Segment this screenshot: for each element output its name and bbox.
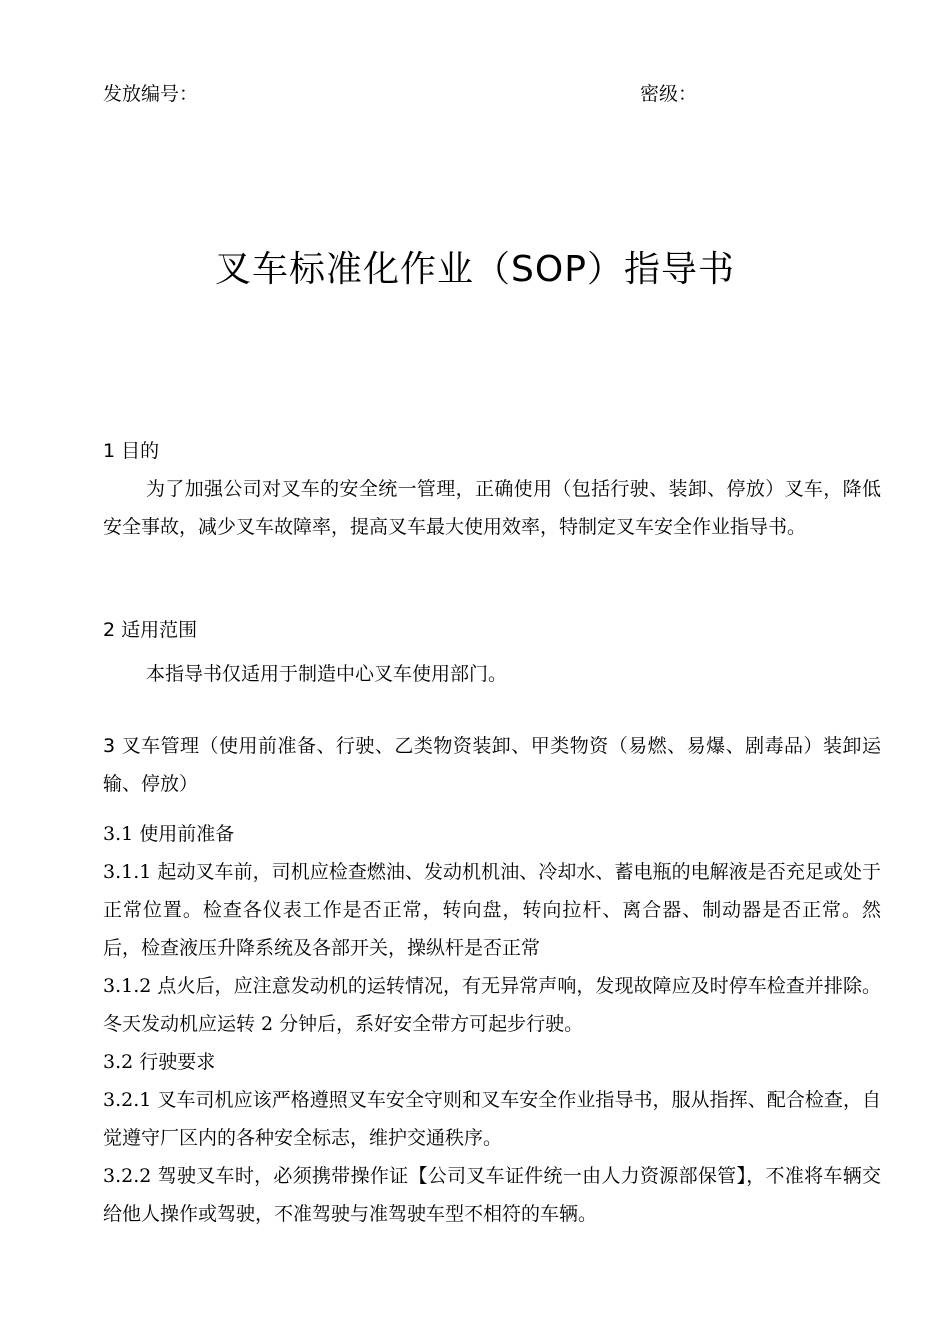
section-heading: 1 目的: [103, 440, 160, 462]
section-paragraph: 为了加强公司对叉车的安全统一管理，正确使用（包括行驶、装卸、停放）叉车，降低安全事故，减少叉车故障率，提高叉车最大使用效率，特制定叉车安全作业指导书。: [103, 478, 881, 538]
clause-paragraph: 3.1.1 起动叉车前，司机应检查燃油、发动机机油、冷却水、蓄电瓶的电解液是否充足或处于正常位置。检查各仪表工作是否正常，转向盘，转向拉杆、离合器、制动器是否正常。然后，检查液压升降系统及各部开关，操纵杆是否正常: [103, 861, 881, 959]
issue-number-label: 发放编号：: [103, 83, 199, 105]
secrecy-level-label: 密级：: [640, 83, 698, 105]
subsection-heading: 3.1 使用前准备: [103, 823, 235, 845]
section-paragraph: 本指导书仅适用于制造中心叉车使用部门。: [146, 663, 508, 685]
section-3: [103, 727, 881, 1233]
section-1: [103, 432, 881, 546]
section-heading: 2 适用范围: [103, 619, 198, 641]
section-heading: 3 叉车管理（使用前准备、行驶、乙类物资装卸、甲类物资（易燃、易爆、剧毒品）装卸运输、停放）: [103, 735, 881, 795]
section-2: [103, 611, 881, 693]
clause-paragraph: 3.2.2 驾驶叉车时，必须携带操作证【公司叉车证件统一由人力资源部保管】，不准将车辆交给他人操作或驾驶，不准驾驶与准驾驶车型不相符的车辆。: [103, 1165, 881, 1225]
clause-paragraph: 3.2.1 叉车司机应该严格遵照叉车安全守则和叉车安全作业指导书，服从指挥、配合检查，自觉遵守厂区内的各种安全标志，维护交通秩序。: [103, 1089, 881, 1149]
document-title: 叉车标准化作业（SOP）指导书: [215, 249, 735, 290]
clause-paragraph: 3.1.2 点火后，应注意发动机的运转情况，有无异常声响，发现故障应及时停车检查并排除。冬天发动机应运转 2 分钟后，系好安全带方可起步行驶。: [103, 975, 881, 1035]
subsection-heading: 3.2 行驶要求: [103, 1051, 216, 1073]
